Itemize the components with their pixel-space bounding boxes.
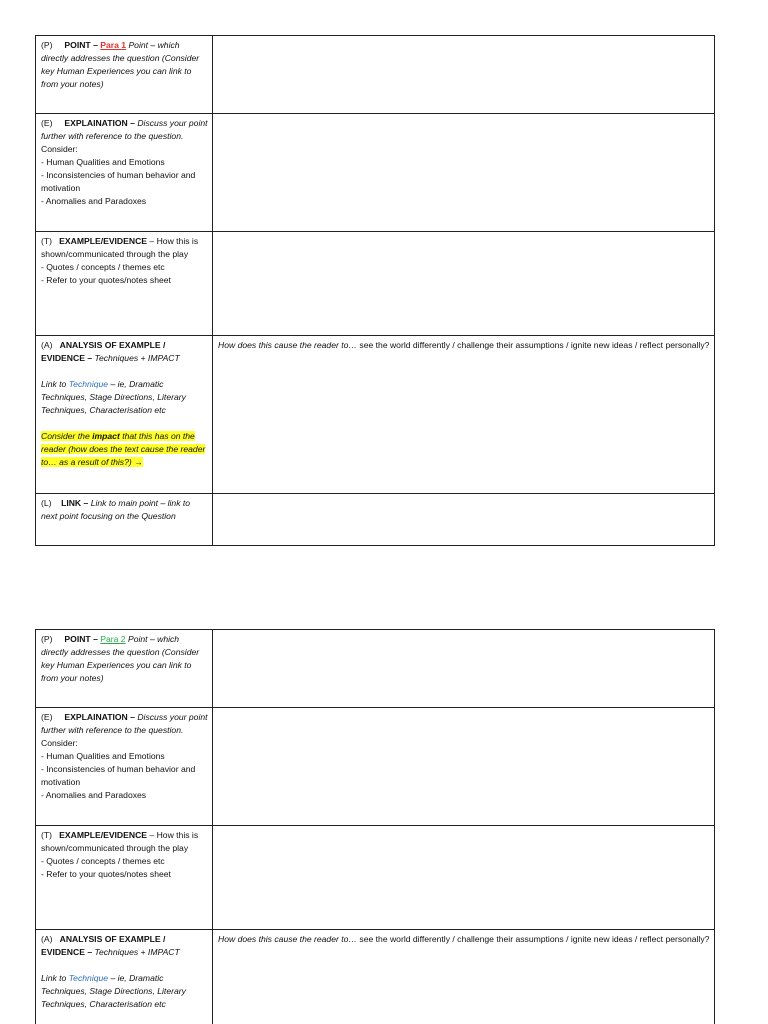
explanation-bullet: - Anomalies and Paradoxes xyxy=(41,790,147,800)
impact-description: that this has on the reader (how does the text cause the reader to… as a result of this?) → xyxy=(41,431,206,467)
response-options: see the world differently / challenge their assumptions / ignite new ideas / reflect personally? xyxy=(357,340,710,350)
technique-word: Technique xyxy=(68,973,109,983)
analysis-heading: ANALYSIS OF EXAMPLE / EVIDENCE xyxy=(41,340,166,363)
analysis-dash: – xyxy=(84,353,95,363)
point-label-cell xyxy=(36,630,213,708)
analysis-row xyxy=(36,336,715,494)
point-dash: – xyxy=(90,40,101,50)
explanation-dash: – xyxy=(127,118,138,128)
response-question: How does this cause the reader to… xyxy=(218,340,358,350)
point-heading: POINT xyxy=(64,634,91,644)
explanation-row xyxy=(36,114,715,232)
point-label-cell xyxy=(36,36,213,114)
point-description: Point – which directly addresses the question (Consider key Human Experiences you can link to from your notes) xyxy=(41,634,200,683)
peel-table-para-1 xyxy=(35,35,715,546)
explanation-response-cell[interactable] xyxy=(213,708,715,826)
point-tag: (P) xyxy=(41,40,53,50)
explanation-tag: (E) xyxy=(41,118,53,128)
point-row xyxy=(36,630,715,708)
example-response-cell[interactable] xyxy=(213,826,715,930)
link-row xyxy=(36,494,715,546)
example-label-cell xyxy=(36,232,213,336)
example-heading: EXAMPLE/EVIDENCE xyxy=(59,236,148,246)
analysis-row xyxy=(36,930,715,1024)
link-response-cell[interactable] xyxy=(213,494,715,546)
analysis-heading: ANALYSIS OF EXAMPLE / EVIDENCE xyxy=(41,934,166,957)
response-question: How does this cause the reader to… xyxy=(218,934,358,944)
example-row xyxy=(36,826,715,930)
link-heading: LINK xyxy=(61,498,82,508)
explanation-intro: Discuss your point further with reference to the question. xyxy=(41,712,208,735)
example-heading: EXAMPLE/EVIDENCE xyxy=(59,830,148,840)
point-response-cell[interactable] xyxy=(213,630,715,708)
analysis-response-cell[interactable] xyxy=(213,930,715,1024)
analysis-label-cell xyxy=(36,930,213,1024)
analysis-response-cell[interactable] xyxy=(213,336,715,494)
analysis-link-prefix: Link to xyxy=(41,973,69,983)
example-bullet: - Quotes / concepts / themes etc xyxy=(41,262,165,272)
example-bullet: - Refer to your quotes/notes sheet xyxy=(41,275,171,285)
response-options: see the world differently / challenge their assumptions / ignite new ideas / reflect personally? xyxy=(357,934,710,944)
point-heading: POINT xyxy=(64,40,91,50)
point-tag: (P) xyxy=(41,634,53,644)
link-dash: – xyxy=(81,498,91,508)
impact-prefix: Consider the xyxy=(41,431,93,441)
point-response-cell[interactable] xyxy=(213,36,715,114)
analysis-tag: (A) xyxy=(41,934,53,944)
analysis-sub: Techniques + IMPACT xyxy=(94,353,180,363)
analysis-label-cell xyxy=(36,336,213,494)
analysis-link-rest: – ie, Dramatic Techniques, Stage Directions, Literary Techniques, Characterisation etc xyxy=(41,973,186,1009)
analysis-link-rest: – ie, Dramatic Techniques, Stage Directions, Literary Techniques, Characterisation etc xyxy=(41,379,186,415)
para-label: Para 2 xyxy=(100,634,126,644)
explanation-bullet: - Human Qualities and Emotions xyxy=(41,751,165,761)
explanation-heading: EXPLAINATION xyxy=(64,712,128,722)
explanation-row xyxy=(36,708,715,826)
example-tag: (T) xyxy=(41,236,52,246)
para-label: Para 1 xyxy=(100,40,127,50)
example-label-cell xyxy=(36,826,213,930)
technique-word: Technique xyxy=(68,379,109,389)
analysis-link-prefix: Link to xyxy=(41,379,69,389)
analysis-dash: – xyxy=(84,947,95,957)
explanation-bullet: - Inconsistencies of human behavior and motivation xyxy=(41,764,196,787)
explanation-label-cell xyxy=(36,114,213,232)
example-tag: (T) xyxy=(41,830,52,840)
explanation-bullet: - Inconsistencies of human behavior and motivation xyxy=(41,170,196,193)
explanation-response-cell[interactable] xyxy=(213,114,715,232)
explanation-intro: Discuss your point further with reference to the question. xyxy=(41,118,208,141)
link-description: Link to main point – link to next point focusing on the Question xyxy=(41,498,191,521)
example-description: – How this is shown/communicated through the play xyxy=(41,830,199,853)
analysis-sub: Techniques + IMPACT xyxy=(94,947,180,957)
explanation-dash: – xyxy=(127,712,138,722)
explanation-heading: EXPLAINATION xyxy=(64,118,128,128)
example-response-cell[interactable] xyxy=(213,232,715,336)
explanation-consider: Consider: xyxy=(41,738,78,748)
explanation-consider: Consider: xyxy=(41,144,78,154)
example-bullet: - Refer to your quotes/notes sheet xyxy=(41,869,171,879)
point-dash: – xyxy=(90,634,101,644)
analysis-tag: (A) xyxy=(41,340,53,350)
explanation-bullet: - Human Qualities and Emotions xyxy=(41,157,165,167)
point-row xyxy=(36,36,715,114)
peel-table-para-2 xyxy=(35,629,715,1024)
explanation-bullet: - Anomalies and Paradoxes xyxy=(41,196,147,206)
example-description: – How this is shown/communicated through the play xyxy=(41,236,199,259)
example-row xyxy=(36,232,715,336)
explanation-tag: (E) xyxy=(41,712,53,722)
point-description: Point – which directly addresses the question (Consider key Human Experiences you can link to from your notes) xyxy=(41,40,200,89)
link-tag: (L) xyxy=(41,498,52,508)
impact-word: impact xyxy=(92,431,120,441)
link-label-cell xyxy=(36,494,213,546)
example-bullet: - Quotes / concepts / themes etc xyxy=(41,856,165,866)
explanation-label-cell xyxy=(36,708,213,826)
